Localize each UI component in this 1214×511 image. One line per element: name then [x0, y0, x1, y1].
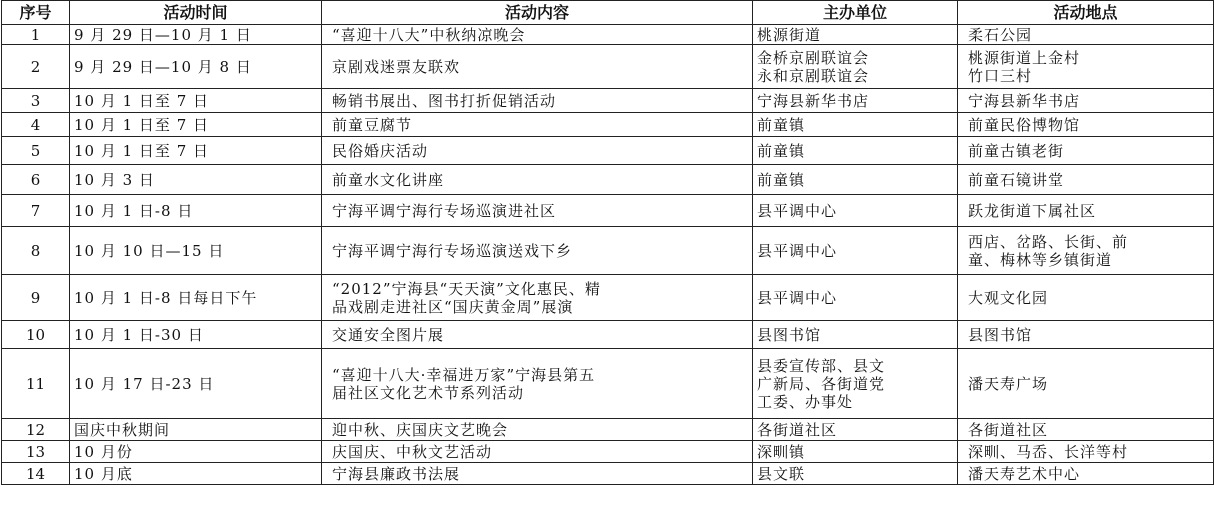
table-row — [2, 419, 1214, 441]
events-table — [1, 0, 1214, 485]
cell-organizer-line: 前童镇 — [757, 141, 806, 160]
table-body — [2, 25, 1214, 485]
cell-location-line: 童、梅林等乡镇街道 — [968, 250, 1113, 269]
cell-location-line: 宁海县新华书店 — [968, 91, 1081, 110]
cell-content — [322, 113, 753, 137]
cell-location-line: 前童古镇老街 — [968, 141, 1065, 160]
cell-time: 9 月 29 日—10 月 1 日 — [70, 25, 322, 45]
cell-location-line: 各街道社区 — [968, 420, 1049, 439]
cell-location — [958, 463, 1214, 485]
cell-organizer — [753, 25, 958, 45]
cell-content — [322, 89, 753, 113]
table-row — [2, 45, 1214, 89]
cell-time: 10 月 1 日-8 日 — [70, 195, 322, 227]
cell-number: 1 — [2, 25, 70, 45]
cell-location-line: 县图书馆 — [968, 325, 1033, 344]
cell-content — [322, 275, 753, 321]
cell-location-line: 潘天寿广场 — [968, 374, 1049, 393]
cell-content-line: 宁海平调宁海行专场巡演送戏下乡 — [332, 241, 573, 260]
cell-location — [958, 321, 1214, 349]
cell-location — [958, 89, 1214, 113]
cell-organizer-line: 工委、办事处 — [757, 392, 854, 411]
cell-content — [322, 137, 753, 165]
cell-organizer-line: 各街道社区 — [757, 420, 838, 439]
cell-organizer — [753, 113, 958, 137]
cell-organizer — [753, 165, 958, 195]
table-row — [2, 137, 1214, 165]
cell-organizer — [753, 89, 958, 113]
cell-time: 国庆中秋期间 — [70, 419, 322, 441]
cell-content-line: 宁海县廉政书法展 — [332, 464, 461, 483]
cell-content-line: 交通安全图片展 — [332, 325, 445, 344]
cell-content-line: 品戏剧走进社区“国庆黄金周”展演 — [332, 297, 574, 316]
cell-number: 8 — [2, 227, 70, 275]
cell-number: 6 — [2, 165, 70, 195]
cell-organizer — [753, 441, 958, 463]
cell-content — [322, 321, 753, 349]
cell-time: 10 月 17 日-23 日 — [70, 349, 322, 419]
cell-number: 9 — [2, 275, 70, 321]
cell-organizer — [753, 227, 958, 275]
header-location: 活动地点 — [958, 1, 1214, 25]
cell-organizer — [753, 349, 958, 419]
cell-content — [322, 349, 753, 419]
cell-content-line: 届社区文化艺术节系列活动 — [332, 383, 525, 402]
header-content: 活动内容 — [322, 1, 753, 25]
cell-time: 10 月 1 日至 7 日 — [70, 113, 322, 137]
cell-organizer — [753, 419, 958, 441]
cell-number: 5 — [2, 137, 70, 165]
cell-time: 10 月份 — [70, 441, 322, 463]
cell-location-line: 前童民俗博物馆 — [968, 115, 1081, 134]
cell-content-line: 宁海平调宁海行专场巡演进社区 — [332, 201, 557, 220]
cell-location — [958, 441, 1214, 463]
cell-organizer-line: 县委宣传部、县文 — [757, 356, 886, 375]
cell-organizer-line: 前童镇 — [757, 115, 806, 134]
cell-content-line: “喜迎十八大”中秋纳凉晚会 — [332, 25, 526, 44]
cell-organizer — [753, 321, 958, 349]
cell-location — [958, 419, 1214, 441]
cell-content-line: 畅销书展出、图书打折促销活动 — [332, 91, 557, 110]
cell-content — [322, 227, 753, 275]
cell-content — [322, 441, 753, 463]
cell-content-line: “喜迎十八大·幸福进万家”宁海县第五 — [332, 365, 596, 384]
cell-content-line: 前童水文化讲座 — [332, 170, 445, 189]
cell-location-line: 前童石镜讲堂 — [968, 170, 1065, 189]
cell-content — [322, 419, 753, 441]
table-row — [2, 195, 1214, 227]
cell-content — [322, 195, 753, 227]
cell-number: 13 — [2, 441, 70, 463]
cell-location — [958, 113, 1214, 137]
cell-organizer — [753, 275, 958, 321]
cell-content — [322, 165, 753, 195]
header-number: 序号 — [2, 1, 70, 25]
cell-content-line: 迎中秋、庆国庆文艺晚会 — [332, 420, 509, 439]
cell-time: 9 月 29 日—10 月 8 日 — [70, 45, 322, 89]
cell-organizer-line: 县图书馆 — [757, 325, 822, 344]
cell-organizer — [753, 463, 958, 485]
cell-content-line: 前童豆腐节 — [332, 115, 413, 134]
cell-number: 2 — [2, 45, 70, 89]
cell-location — [958, 195, 1214, 227]
table-row — [2, 463, 1214, 485]
cell-number: 14 — [2, 463, 70, 485]
cell-time: 10 月 1 日至 7 日 — [70, 89, 322, 113]
cell-content-line: 庆国庆、中秋文艺活动 — [332, 442, 493, 461]
cell-organizer-line: 广新局、各街道党 — [757, 374, 886, 393]
cell-organizer — [753, 45, 958, 89]
cell-organizer-line: 县平调中心 — [757, 241, 838, 260]
cell-location-line: 深甽、马岙、长洋等村 — [968, 442, 1129, 461]
table-row — [2, 227, 1214, 275]
cell-organizer-line: 前童镇 — [757, 170, 806, 189]
cell-number: 4 — [2, 113, 70, 137]
table-row — [2, 25, 1214, 45]
cell-organizer-line: 桃源街道 — [757, 25, 822, 44]
cell-organizer-line: 永和京剧联谊会 — [757, 66, 870, 85]
cell-number: 3 — [2, 89, 70, 113]
cell-organizer-line: 金桥京剧联谊会 — [757, 48, 870, 67]
cell-time: 10 月 10 日—15 日 — [70, 227, 322, 275]
cell-content — [322, 25, 753, 45]
cell-content-line: “2012”宁海县“天天演”文化惠民、精 — [332, 279, 601, 298]
cell-location — [958, 227, 1214, 275]
cell-number: 10 — [2, 321, 70, 349]
cell-organizer-line: 县平调中心 — [757, 201, 838, 220]
cell-location — [958, 25, 1214, 45]
cell-location-line: 竹口三村 — [968, 66, 1033, 85]
cell-location-line: 潘天寿艺术中心 — [968, 464, 1081, 483]
cell-content — [322, 463, 753, 485]
cell-time: 10 月 1 日-30 日 — [70, 321, 322, 349]
cell-location-line: 西店、岔路、长街、前 — [968, 232, 1129, 251]
cell-number: 12 — [2, 419, 70, 441]
header-organizer: 主办单位 — [753, 1, 958, 25]
cell-time: 10 月底 — [70, 463, 322, 485]
cell-location — [958, 137, 1214, 165]
cell-organizer-line: 县文联 — [757, 464, 806, 483]
table-row — [2, 113, 1214, 137]
cell-number: 7 — [2, 195, 70, 227]
cell-organizer-line: 深甽镇 — [757, 442, 806, 461]
table-row — [2, 321, 1214, 349]
cell-content-line: 京剧戏迷票友联欢 — [332, 57, 461, 76]
table-row — [2, 275, 1214, 321]
table-row — [2, 89, 1214, 113]
cell-location-line: 大观文化园 — [968, 288, 1049, 307]
table-row — [2, 441, 1214, 463]
cell-content-line: 民俗婚庆活动 — [332, 141, 429, 160]
cell-location — [958, 349, 1214, 419]
cell-location-line: 桃源街道上金村 — [968, 48, 1081, 67]
cell-organizer — [753, 195, 958, 227]
cell-time: 10 月 1 日至 7 日 — [70, 137, 322, 165]
table-row — [2, 349, 1214, 419]
cell-time: 10 月 3 日 — [70, 165, 322, 195]
table-row — [2, 165, 1214, 195]
header-row — [2, 1, 1214, 25]
cell-location — [958, 45, 1214, 89]
cell-organizer-line: 县平调中心 — [757, 288, 838, 307]
cell-content — [322, 45, 753, 89]
cell-organizer — [753, 137, 958, 165]
cell-location — [958, 275, 1214, 321]
cell-location — [958, 165, 1214, 195]
header-time: 活动时间 — [70, 1, 322, 25]
cell-location-line: 柔石公园 — [968, 25, 1033, 44]
cell-number: 11 — [2, 349, 70, 419]
cell-time: 10 月 1 日-8 日每日下午 — [70, 275, 322, 321]
cell-organizer-line: 宁海县新华书店 — [757, 91, 870, 110]
cell-location-line: 跃龙街道下属社区 — [968, 201, 1097, 220]
